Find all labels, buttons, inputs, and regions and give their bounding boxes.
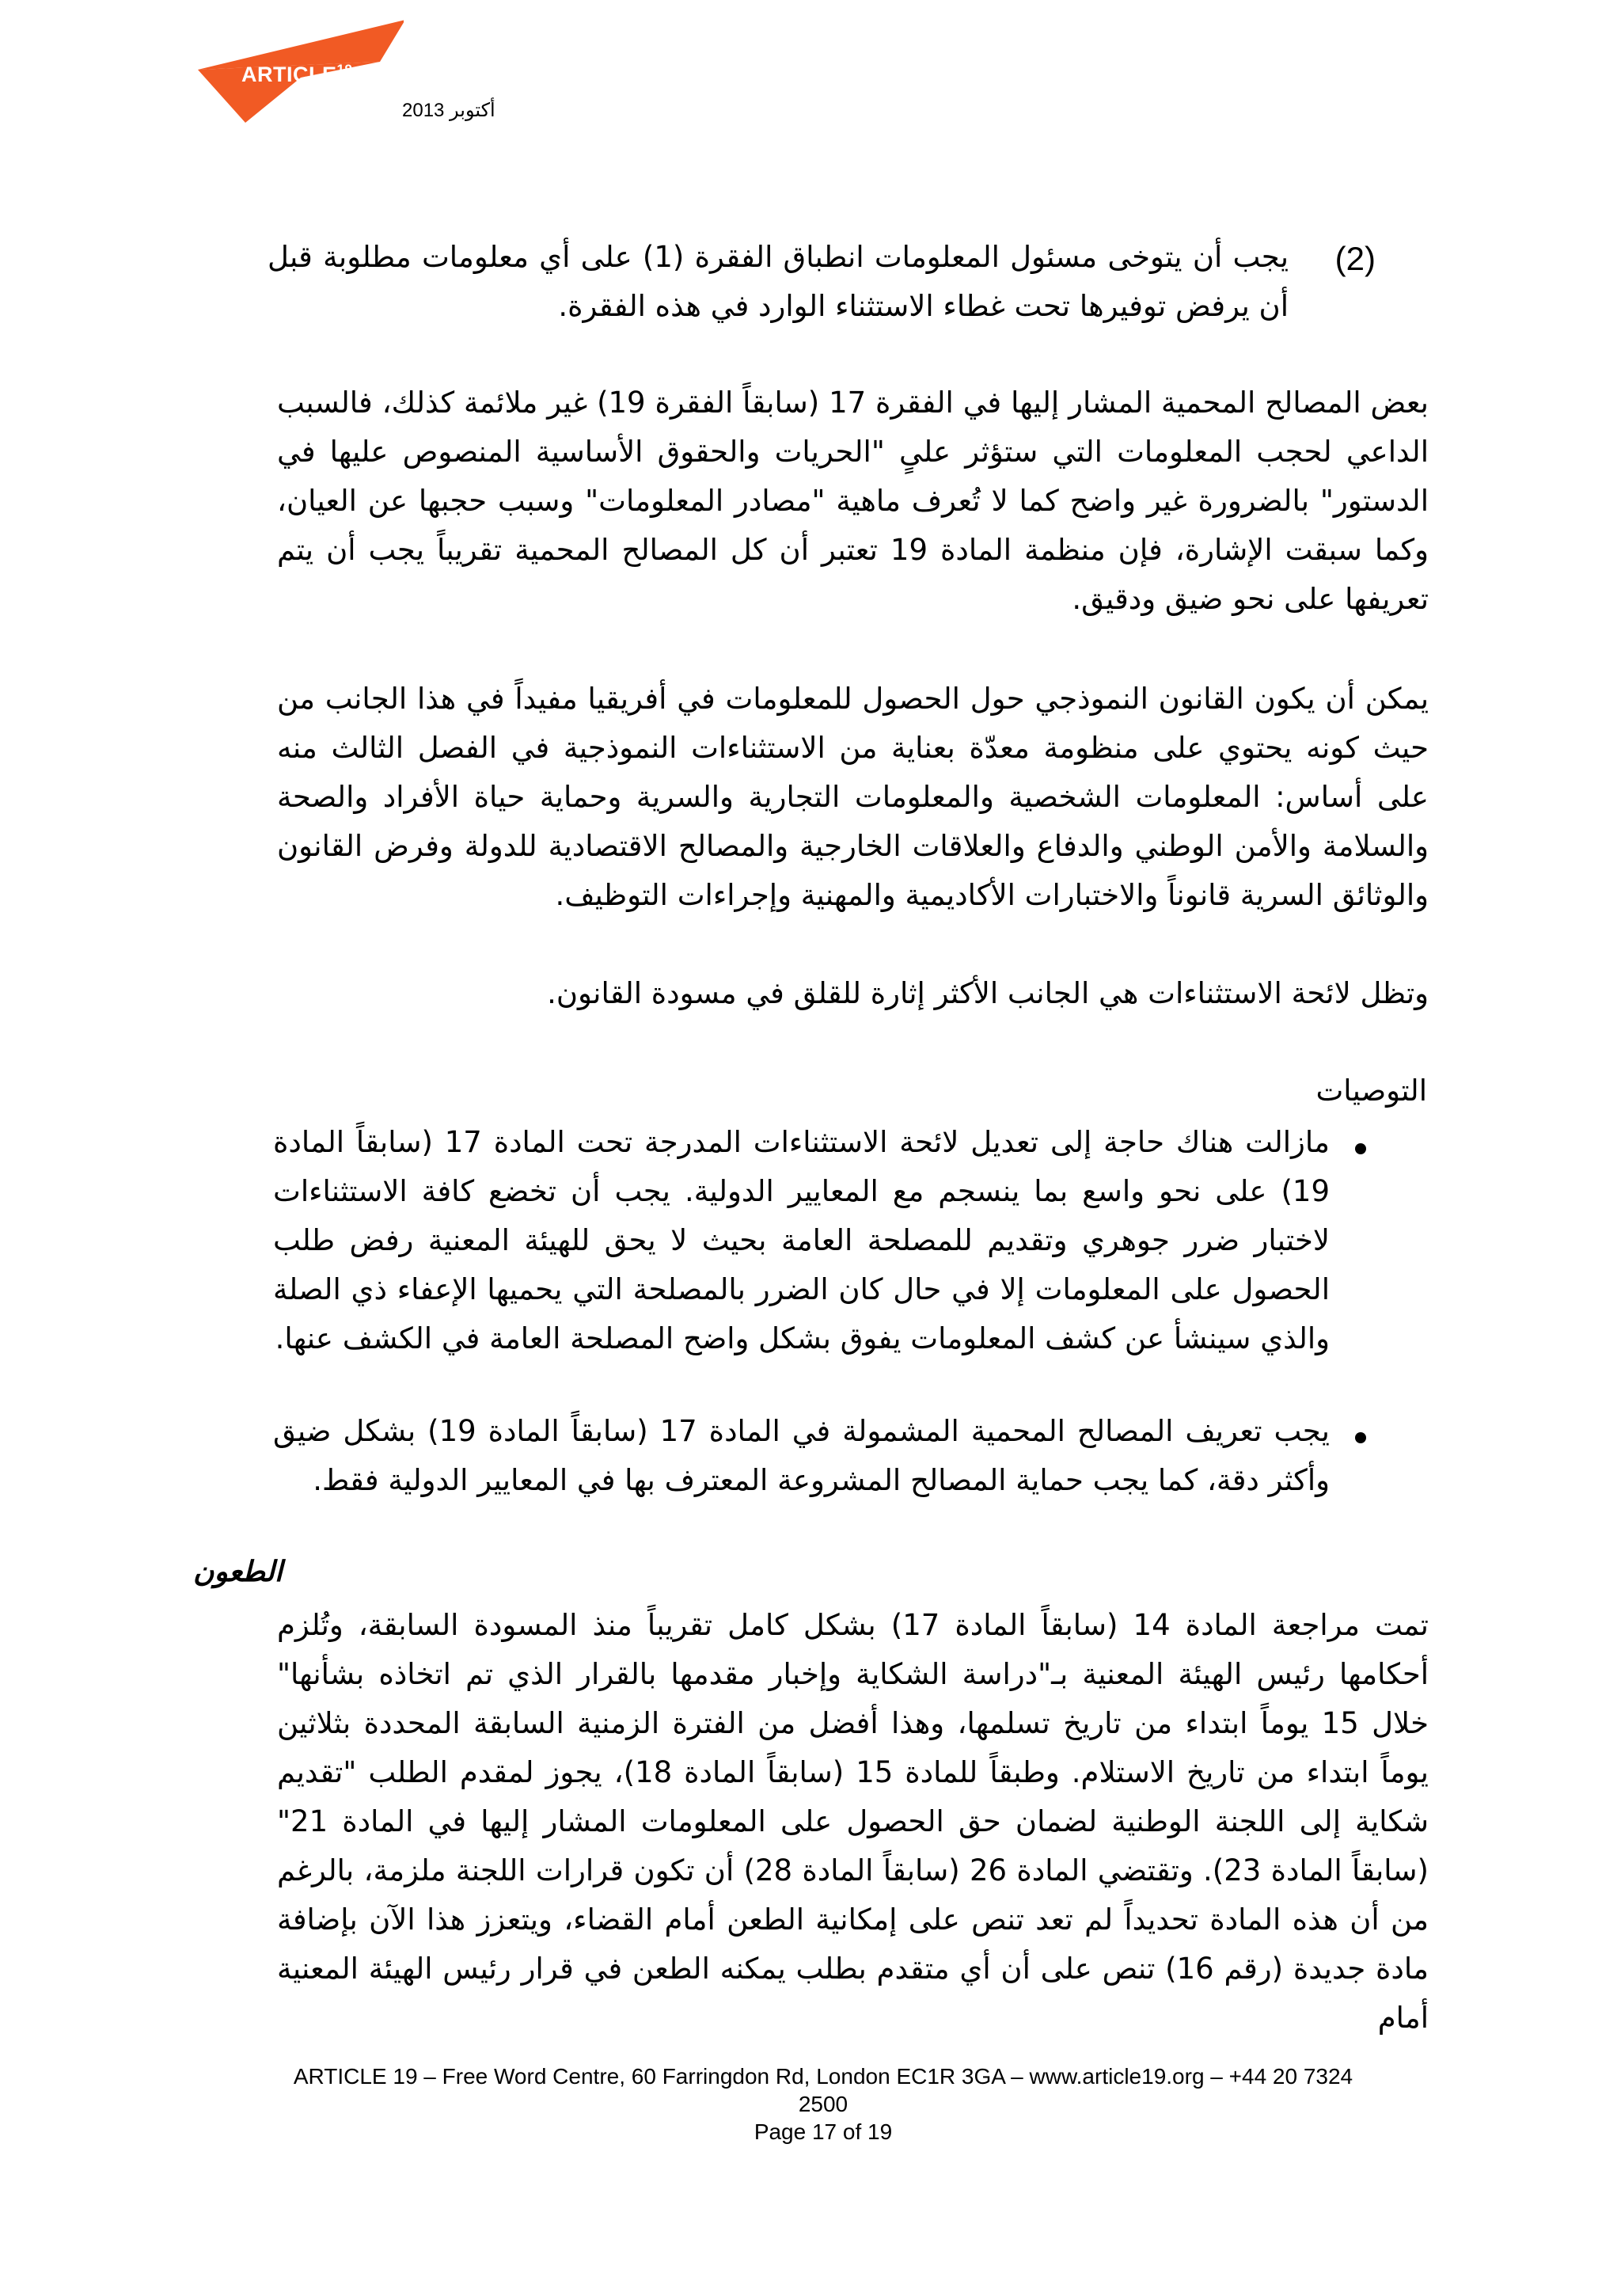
footer-address: ARTICLE 19 – Free Word Centre, 60 Farringdon Rd, London EC1R 3GA – www.article19.org – +44 20 7324 (293, 2064, 1353, 2089)
body-paragraph: بعض المصالح المحمية المشار إليها في الفقرة 17 (سابقاً الفقرة 19) غير ملائمة كذلك، فالسبب الداعي لحجب المعلومات التي ستؤثر علىٍ "الحريات والحقوق الأساسية المنصوص عليها في الدستور" بالضرورة غير واضح كما لا تُعرف ماهية "مصادر المعلومات" وسبب حجبها عن العيان، وكما سبقت الإشارة، فإن منظمة المادة 19 تعتبر أن كل المصالح المحمية تقريباً يجب أن يتم تعريفها على نحو ضيق ودقيق. (277, 386, 1429, 616)
page-footer (142, 2062, 1504, 2146)
item-number: (2) (1334, 240, 1376, 277)
recommendation-item: مازالت هناك حاجة إلى تعديل لائحة الاستثناءات المدرجة تحت المادة 17 (سابقاً المادة 19) على نحو واسع بما ينسجم مع المعايير الدولية. يجب أن تخضع كافة الاستثناءات لاختبار ضرر جوهري وتقديم للمصلحة العامة بحيث لا يحق للهيئة المعنية رفض طلب الحصول على المعلومات إلا في حال كان الضرر بالمصلحة التي يحميها الإعفاء ذي الصلة والذي سينشأ عن كشف المعلومات يفوق بشكل واضح المصلحة العامة في الكشف عنها. (273, 1125, 1330, 1355)
recommendations-heading: التوصيات (1315, 1074, 1427, 1108)
bullet-icon (1355, 1432, 1366, 1443)
bullet-icon (1355, 1143, 1366, 1154)
appeals-paragraph: تمت مراجعة المادة 14 (سابقاً المادة 17) بشكل كامل تقريباً منذ المسودة السابقة، وتُلزم أحكامها رئيس الهيئة المعنية بـ"دراسة الشكاية وإخبار مقدمها بالقرار الذي تم اتخاذه بشأنها" خلال 15 يوماً ابتداء من تاريخ تسلمها، وهذا أفضل من الفترة الزمنية السابقة المحددة بثلاثين يوماً ابتداء من تاريخ الاستلام. وطبقاً للمادة 15 (سابقاً المادة 18)، يجوز لمقدم الطلب "تقديم شكاية إلى اللجنة الوطنية لضمان حق الحصول على المعلومات المشار إليها في المادة 21" (سابقاً المادة 23). وتقتضي المادة 26 (سابقاً المادة 28) أن تكون قرارات اللجنة ملزمة، بالرغم من أن هذه المادة تحديداً لم تعد تنص على إمكانية الطعن أمام القضاء، ويتعزز هذا الآن بإضافة مادة جديدة (رقم 16) تنص على أن أي متقدم بطلب يمكنه الطعن في قرار رئيس الهيئة المعنية أمام (277, 1608, 1429, 2035)
body-paragraph: وتظل لائحة الاستثناءات هي الجانب الأكثر إثارة للقلق في مسودة القانون. (547, 976, 1429, 1010)
footer-phone-cont: 2500 (798, 2092, 848, 2116)
appeals-heading: الطعون (193, 1555, 283, 1588)
recommendation-item: يجب تعريف المصالح المحمية المشمولة في المادة 17 (سابقاً المادة 19) بشكل ضيق وأكثر دقة، كما يجب حماية المصالح المشروعة المعترف بها في المعايير الدولية فقط. (273, 1414, 1330, 1497)
document-date: أكتوبر 2013 (402, 100, 495, 121)
page-number: Page 17 of 19 (754, 2119, 893, 2144)
body-paragraph: يمكن أن يكون القانون النموذجي حول الحصول للمعلومات في أفريقيا مفيداً في هذا الجانب من حيث كونه يحتوي على منظومة معدّة بعناية من الاستثناءات النموذجية في الفصل الثالث منه على أساس: المعلومات الشخصية والمعلومات التجارية والسرية وحماية حياة الأفراد والصحة والسلامة والأمن الوطني والدفاع والعلاقات الخارجية والمصالح الاقتصادية للدولة وفرض القانون والوثائق السرية قانوناً والاختبارات الأكاديمية والمهنية وإجراءات التوظيف. (277, 682, 1429, 912)
logo-wordmark: ARTICLE$^{19}$ (241, 62, 353, 86)
item-text: يجب أن يتوخى مسئول المعلومات انطباق الفقرة (1) على أي معلومات مطلوبة قبل أن يرفض توفيرها تحت غطاء الاستثناء الوارد في هذه الفقرة. (268, 240, 1289, 323)
